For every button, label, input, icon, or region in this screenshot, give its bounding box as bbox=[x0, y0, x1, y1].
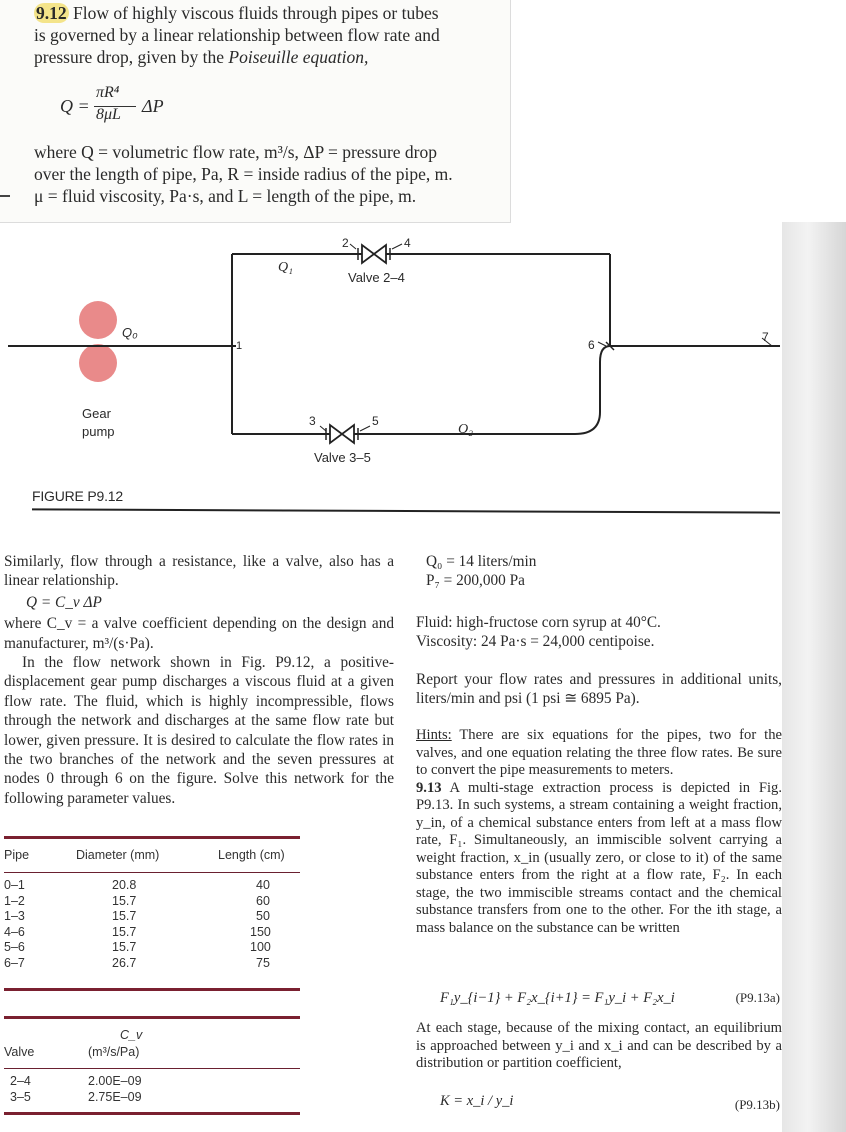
label-valve-3-5: Valve 3–5 bbox=[314, 450, 371, 465]
poiseuille-term: Poiseuille equation, bbox=[228, 47, 369, 67]
problem-913-text: A multi-stage extraction process is depicted in Fig. P9.13. In such systems, a stream containing a weight fraction, y_in, of a chemical substance enters from left at a mass flow rate, F₁. Simultaneously, an immiscible solvent carrying a weight fraction, x_in (usually zero, or close to it) of the same substance enters from the right at a flow rate, F₂. In each stage, the two immiscible streams contact and the chemical substance transfers from one to the other. For the ith stage, a mass balance on the substance can be written bbox=[416, 779, 782, 936]
table-bottom-rule bbox=[4, 988, 300, 991]
node-1: 1 bbox=[236, 340, 243, 352]
hints-and-next-problem bbox=[416, 727, 782, 937]
eq-denominator: 8μL bbox=[96, 106, 121, 123]
intro-line-1: Flow of highly viscous fluids through pipes or tubes bbox=[73, 3, 439, 23]
cv-header: C_v bbox=[120, 1028, 143, 1042]
label-q1: Q₁ bbox=[278, 260, 293, 275]
flow-network-diagram bbox=[0, 222, 790, 492]
viscosity-line: Viscosity: 24 Pa·s = 24,000 centipoise. bbox=[416, 633, 655, 651]
pipe-5-6-curve bbox=[575, 346, 610, 434]
report-instructions: Report your flow rates and pressures in additional units, liters/min and psi (1 psi ≅ 6895 Pa). bbox=[416, 671, 782, 708]
partition-equation-row bbox=[440, 1093, 780, 1110]
node-2: 2 bbox=[342, 236, 349, 250]
node-3: 3 bbox=[309, 414, 316, 428]
eq-rhs: ΔP bbox=[142, 96, 164, 116]
mass-balance-equation-row bbox=[440, 990, 780, 1007]
fluid-properties bbox=[416, 613, 782, 652]
table-header-rule bbox=[4, 872, 300, 873]
table-row: 1–2 15.7 60 bbox=[4, 893, 270, 908]
valve-table-top-rule bbox=[4, 1016, 300, 1019]
where-line-3: μ = fluid viscosity, Pa·s, and L = length of the pipe, m. bbox=[34, 186, 417, 206]
pump-gear-upper bbox=[79, 301, 117, 339]
problem-number: 9.12 bbox=[36, 3, 67, 23]
valve-table-header-rule bbox=[4, 1068, 300, 1069]
problem-intro bbox=[34, 2, 504, 68]
param-q0: Q₀ = 14 liters/min bbox=[426, 553, 537, 570]
page-edge-shadow bbox=[782, 222, 846, 1132]
gear-pump-label bbox=[82, 405, 115, 441]
left-column-text bbox=[4, 552, 394, 808]
pipe-header: Pipe bbox=[4, 848, 30, 862]
network-description: In the flow network shown in Fig. P9.12, a positive-displacement gear pump discharges a viscous fluid at a given flow rate. The fluid, which is highly incompressible, flows through the network and discharges at the same flow rate but lower, given pressure. It is desired to calculate the flow rates in the two branches of the network and the seven pressures at nodes 0 through 6 on the figure. Solve this network for the following parameter values. bbox=[4, 654, 394, 807]
table-row: 3–5 2.75E–09 bbox=[10, 1089, 142, 1104]
pump-gear-lower bbox=[79, 344, 117, 382]
variable-definitions bbox=[34, 141, 504, 207]
cv-definition: where C_v = a valve coefficient depending on the design and manufacturer, m³/(s·Pa). bbox=[4, 615, 394, 652]
length-header: Length (cm) bbox=[218, 848, 285, 862]
param-p7: P₇ = 200,000 Pa bbox=[426, 572, 525, 590]
node-7: 7 bbox=[762, 330, 769, 344]
pipe-table-body bbox=[4, 878, 300, 971]
table-row: 4–6 15.7 150 bbox=[4, 924, 271, 939]
label-q0: Q₀ bbox=[122, 325, 138, 340]
where-line-1: where Q = volumetric flow rate, m³/s, ΔP = pressure drop bbox=[34, 142, 437, 162]
pump-label: pump bbox=[82, 424, 115, 439]
hints-text: There are six equations for the pipes, two for the valves, and one equation relating the three flow rates. Be sure to convert the pipe measurements to meters. bbox=[416, 727, 782, 778]
eq-lhs: Q = bbox=[60, 96, 90, 116]
hints-label: Hints: bbox=[416, 727, 452, 743]
valve-table-header bbox=[4, 1028, 300, 1068]
valve-table-body bbox=[4, 1074, 300, 1105]
eq-numerator: πR⁴ bbox=[96, 84, 120, 101]
table-row: 2–4 2.00E–09 bbox=[10, 1074, 142, 1088]
valve-table-bottom-rule bbox=[4, 1112, 300, 1115]
intro-line-2: is governed by a linear relationship between flow rate and bbox=[34, 25, 440, 45]
node-4: 4 bbox=[404, 236, 411, 250]
equilibrium-paragraph: At each stage, because of the mixing contact, an equilibrium is approached between y_i and x_i and can be described by a distribution or partition coefficient, bbox=[416, 1020, 782, 1071]
mass-balance-equation: F₁y_{i−1} + F₂x_{i+1} = F₁y_i + F₂x_i bbox=[440, 990, 675, 1006]
valve-2-4-symbol bbox=[362, 245, 386, 263]
table-row: 0–1 20.8 40 bbox=[4, 878, 270, 892]
table-top-rule bbox=[4, 836, 300, 839]
label-valve-2-4: Valve 2–4 bbox=[348, 270, 405, 285]
diameter-header: Diameter (mm) bbox=[76, 848, 160, 862]
partition-equation: K = x_i / y_i bbox=[440, 1093, 514, 1109]
node-5: 5 bbox=[372, 414, 379, 428]
table-row: 6–7 26.7 75 bbox=[4, 955, 270, 970]
equation-label-b: (P9.13b) bbox=[734, 1097, 780, 1112]
parameter-values bbox=[426, 552, 606, 591]
caption-rule bbox=[32, 508, 780, 513]
valve-intro-paragraph: Similarly, flow through a resistance, like a valve, also has a linear relationship. bbox=[4, 553, 394, 590]
where-line-2: over the length of pipe, Pa, R = inside radius of the pipe, m. bbox=[34, 164, 453, 184]
valve-equation: Q = C_v ΔP bbox=[26, 593, 102, 611]
figure-caption: FIGURE P9.12 bbox=[32, 488, 123, 504]
intro-line-3: pressure drop, given by the bbox=[34, 47, 229, 67]
valve-header: Valve bbox=[4, 1045, 35, 1059]
valve-3-5-symbol bbox=[330, 425, 354, 443]
problem-913-number: 9.13 bbox=[416, 779, 442, 796]
gear-label: Gear bbox=[82, 406, 111, 421]
poiseuille-equation bbox=[60, 86, 180, 130]
equation-label-a: (P9.13a) bbox=[735, 990, 780, 1005]
fluid-line: Fluid: high-fructose corn syrup at 40°C. bbox=[416, 614, 661, 631]
table-row: 5–6 15.7 100 bbox=[4, 940, 271, 954]
label-q2: Q₂ bbox=[458, 422, 473, 437]
node-6: 6 bbox=[588, 338, 595, 352]
cv-units-header: (m³/s/Pa) bbox=[88, 1045, 140, 1059]
table-row: 1–3 15.7 50 bbox=[4, 909, 270, 923]
margin-mark bbox=[0, 195, 10, 197]
